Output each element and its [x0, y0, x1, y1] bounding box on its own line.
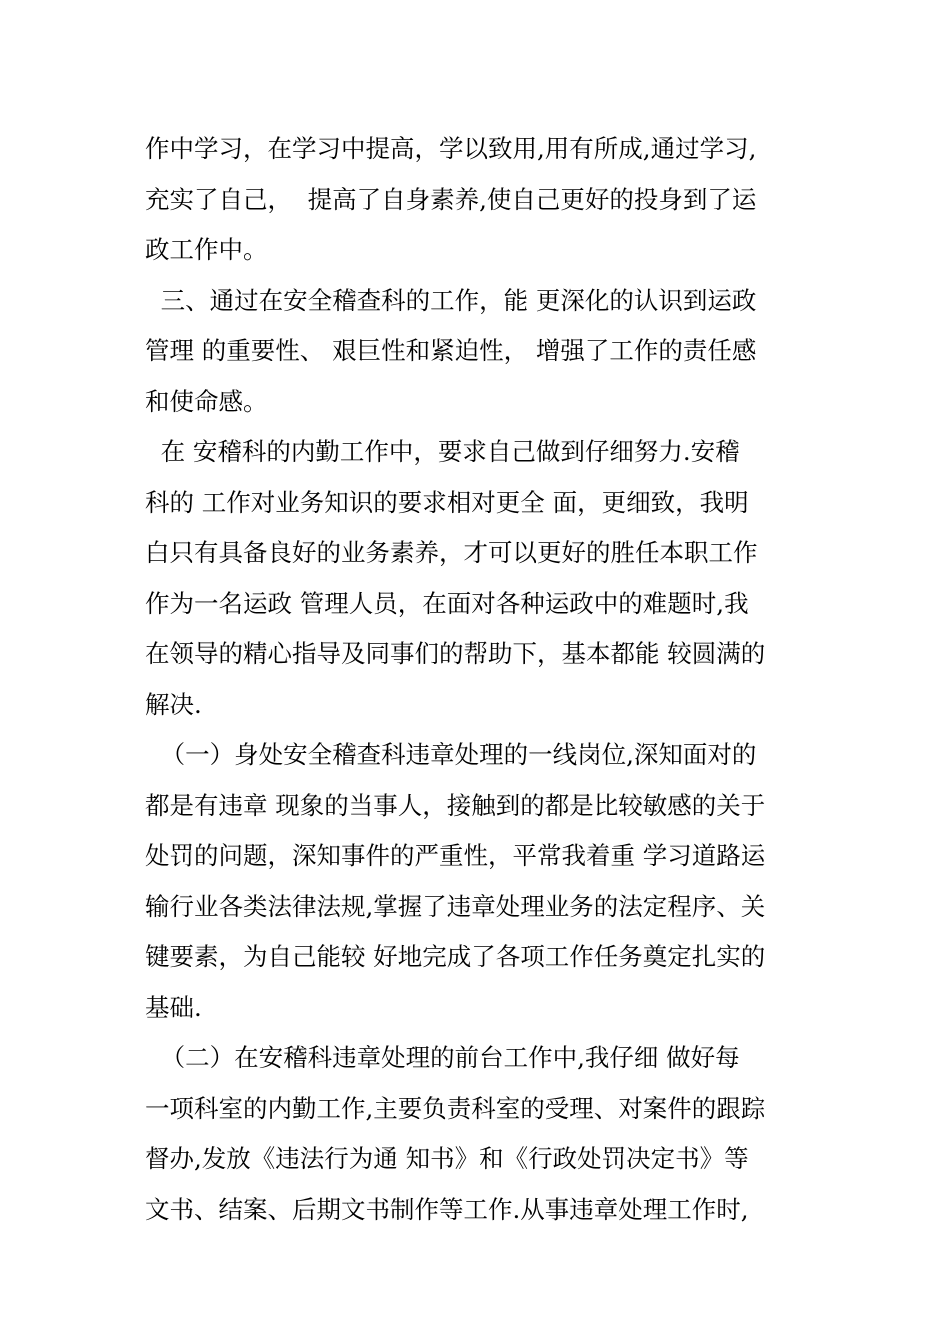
text-line: 在领导的精心指导及同事们的帮助下，基本都能 较圆满的	[145, 639, 766, 668]
text-line: 输行业各类法律法规,掌握了违章处理业务的法定程序、关	[145, 891, 766, 921]
text-line: 三、通过在安全稽查科的工作，能 更深化的认识到运政	[145, 285, 757, 315]
paragraph	[145, 276, 810, 428]
text-line: 督办,发放《违法行为通 知书》和《行政处罚决定书》等	[145, 1144, 749, 1173]
text-line: 键要素，为自己能较 好地完成了各项工作任务奠定扎实的	[145, 942, 766, 971]
text-line: 作中学习，在学习中提高，学以致用,用有所成,通过学习,	[145, 134, 757, 163]
text-line: 作为一名运政 管理人员，在面对各种运政中的难题时,我	[145, 588, 749, 618]
text-line: 在 安稽科的内勤工作中，要求自己做到仔细努力.安稽	[145, 437, 740, 466]
text-line: 政工作中。	[145, 235, 268, 264]
text-line: 管理 的重要性、 艰巨性和紧迫性， 增强了工作的责任感	[145, 336, 757, 365]
text-line: 都是有违章 现象的当事人，接触到的都是比较敏感的关于	[145, 790, 766, 820]
document-body	[145, 124, 810, 1235]
paragraph	[145, 124, 810, 276]
text-line: 基础.	[145, 992, 202, 1022]
text-line: 文书、结案、后期文书制作等工作.从事违章处理工作时,	[145, 1194, 749, 1224]
text-line: 白只有具备良好的业务素养，才可以更好的胜任本职工作	[145, 538, 758, 567]
text-line: 科的 工作对业务知识的要求相对更全 面，更细致，我明	[145, 487, 749, 517]
text-line: 一项科室的内勤工作,主要负责科室的受理、对案件的跟踪	[145, 1093, 766, 1123]
text-line: （一）身处安全稽查科违章处理的一线岗位,深知面对的	[145, 740, 757, 769]
paragraph	[145, 1033, 810, 1235]
text-line: 充实了自己， 提高了自身素养,使自己更好的投身到了运	[145, 184, 757, 214]
text-line: 和使命感。	[145, 386, 268, 416]
text-line: 处罚的问题，深知事件的严重性，平常我着重 学习道路运	[145, 841, 766, 870]
paragraph	[145, 427, 810, 730]
text-line: （二）在安稽科违章处理的前台工作中,我仔细 做好每	[145, 1043, 740, 1072]
paragraph	[145, 730, 810, 1033]
text-line: 解决.	[145, 689, 202, 719]
